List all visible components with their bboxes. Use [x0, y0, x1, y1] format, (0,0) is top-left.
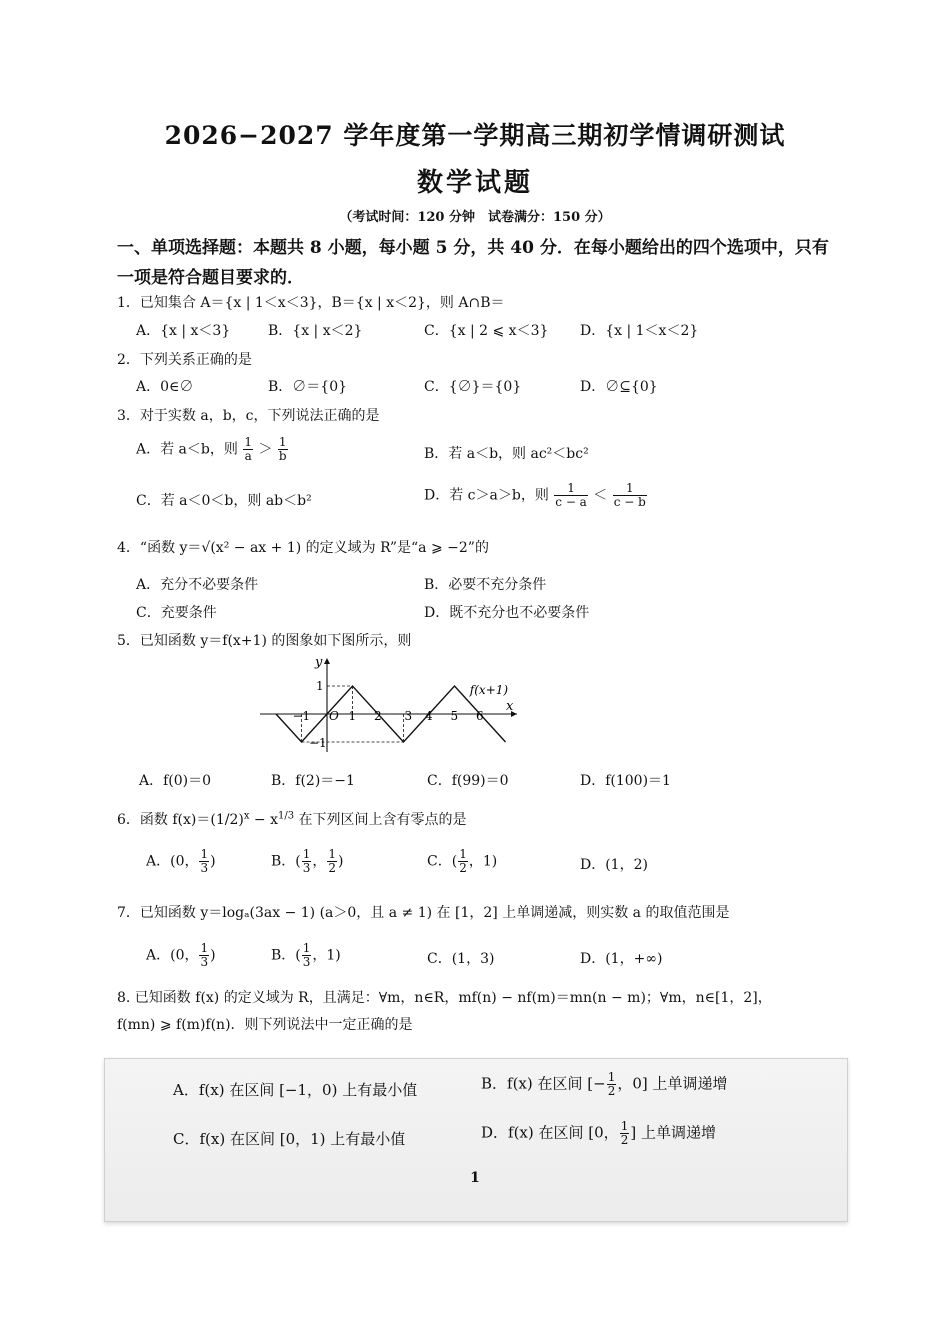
page-number: 1	[470, 1170, 480, 1186]
question-3-option-c: C．若 a＜0＜b，则 ab＜b²	[136, 493, 312, 509]
option-text: A．(0，	[146, 853, 199, 870]
question-8-option-d	[481, 1120, 716, 1147]
option-a-text: A．若 a＜b，则	[136, 441, 238, 458]
question-4-option-b: B．必要不充分条件	[424, 577, 547, 593]
question-5-stem: 5．已知函数 y＝f(x+1) 的图象如下图所示，则	[117, 633, 412, 649]
stem-text: 6．函数 f(x)＝(1/2)	[117, 812, 244, 828]
x-tick-5: 5	[450, 709, 459, 723]
option-text: B．f(x) 在区间 [−	[481, 1074, 606, 1093]
question-3-option-a	[136, 436, 289, 463]
denominator: c − a	[555, 495, 587, 510]
question-6-option-a	[146, 848, 216, 875]
x-tick-6: 6	[476, 709, 484, 723]
numerator: 1	[278, 435, 287, 449]
question-4-option-a: A．充分不必要条件	[136, 577, 259, 593]
numerator: 1	[554, 482, 588, 496]
x-tick-3: 3	[404, 709, 413, 723]
fraction	[243, 436, 253, 463]
denominator: c − b	[613, 495, 646, 510]
numerator: 1	[459, 847, 467, 861]
exponent: 1/3	[278, 810, 295, 822]
y-tick-1: 1	[316, 679, 324, 693]
option-text: ，1)	[312, 947, 341, 964]
question-1-option-c: C．{x | 2 ⩽ x＜3}	[424, 323, 549, 339]
question-2-option-d: D．∅⊆{0}	[580, 379, 658, 395]
x-tick-4: 4	[425, 709, 433, 723]
question-1-option-a: A．{x | x＜3}	[136, 323, 231, 339]
fraction	[620, 1120, 630, 1147]
stem-text: 在下列区间上含有零点的是	[294, 812, 467, 828]
fraction	[327, 848, 337, 875]
fraction	[458, 848, 468, 875]
x-tick-minus-1: −1	[292, 709, 311, 723]
option-d-text: D．若 c＞a＞b，则	[424, 487, 549, 504]
question-8-option-c: C．f(x) 在区间 [0，1) 上有最小值	[173, 1130, 406, 1148]
answer-options-box	[104, 1058, 848, 1222]
option-text: ，	[312, 853, 327, 870]
denominator: 2	[459, 861, 467, 876]
exam-info: （考试时间：120 分钟 试卷满分：150 分）	[339, 210, 611, 225]
y-axis-label: y	[315, 655, 323, 670]
fraction	[613, 482, 647, 509]
denominator: b	[278, 449, 287, 464]
fraction	[302, 848, 312, 875]
denominator: 3	[302, 955, 311, 970]
fraction	[554, 482, 588, 509]
function-graph	[255, 652, 525, 757]
option-text: D．f(x) 在区间 [0，	[481, 1123, 619, 1142]
fraction	[607, 1071, 617, 1098]
x-tick-2: 2	[374, 709, 382, 723]
option-text: )	[210, 947, 216, 964]
option-text: ，1)	[468, 853, 498, 870]
fraction	[199, 942, 209, 969]
relation: ＜	[593, 487, 608, 504]
fraction	[278, 436, 288, 463]
numerator: 1	[302, 941, 311, 955]
question-3-stem: 3．对于实数 a，b，c，下列说法正确的是	[117, 408, 380, 424]
numerator: 1	[607, 1070, 616, 1084]
question-1-option-d: D．{x | 1＜x＜2}	[580, 323, 699, 339]
numerator: 1	[200, 941, 209, 955]
question-5-option-b: B．f(2)＝−1	[271, 773, 355, 789]
fraction	[199, 848, 209, 875]
numerator: 1	[620, 1119, 629, 1133]
fraction	[302, 942, 312, 969]
origin-label: O	[329, 709, 339, 723]
denominator: 2	[620, 1133, 629, 1148]
option-text: B．(	[271, 947, 301, 964]
question-1-option-b: B．{x | x＜2}	[268, 323, 363, 339]
exponent: x	[243, 810, 250, 822]
section-heading-line1: 一、单项选择题：本题共 8 小题，每小题 5 分，共 40 分．在每小题给出的四个选项中，只有	[117, 238, 829, 258]
question-2-option-c: C．{∅}＝{0}	[424, 379, 522, 395]
option-text: B．(	[271, 853, 301, 870]
denominator: 3	[200, 861, 209, 876]
denominator: 3	[302, 861, 311, 876]
numerator: 1	[328, 847, 337, 861]
question-8-option-b	[481, 1071, 728, 1098]
exam-subtitle: 数学试题	[416, 168, 533, 198]
curve-label: f(x+1)	[469, 683, 509, 697]
question-3-option-d	[424, 482, 648, 509]
question-3-option-b: B．若 a＜b，则 ac²＜bc²	[424, 446, 589, 462]
question-2-option-a: A．0∈∅	[136, 379, 194, 395]
denominator: a	[244, 449, 252, 464]
question-7-option-c: C．(1，3)	[427, 951, 495, 967]
question-8-option-a: A．f(x) 在区间 [−1，0) 上有最小值	[173, 1081, 418, 1099]
question-5-option-a: A．f(0)＝0	[139, 773, 212, 789]
relation: ＞	[258, 441, 273, 458]
exam-title: 2026−2027 学年度第一学期高三期初学情调研测试	[164, 121, 786, 150]
option-text: ，0] 上单调递增	[617, 1074, 728, 1093]
option-text: A．(0，	[146, 947, 199, 964]
question-6-option-d: D．(1，2)	[580, 857, 648, 873]
x-axis-label: x	[506, 699, 514, 714]
question-2-stem: 2．下列关系正确的是	[117, 352, 252, 368]
numerator: 1	[302, 847, 311, 861]
y-tick-minus-1: −1	[309, 736, 327, 750]
denominator: 3	[200, 955, 209, 970]
question-7-option-d: D．(1，+∞)	[580, 951, 663, 967]
option-text: ] 上单调递增	[630, 1123, 716, 1142]
question-5-option-d: D．f(100)＝1	[580, 773, 671, 789]
question-5-option-c: C．f(99)＝0	[427, 773, 509, 789]
option-text: C．(	[427, 853, 458, 870]
denominator: 2	[328, 861, 337, 876]
option-text: )	[338, 853, 344, 870]
question-7-stem: 7．已知函数 y＝logₐ(3ax − 1) (a＞0，且 a ≠ 1) 在 [1，2] 上单调递减，则实数 a 的取值范围是	[117, 905, 730, 921]
question-7-option-a	[146, 942, 216, 969]
option-text: )	[210, 853, 216, 870]
numerator: 1	[613, 482, 647, 496]
question-4-option-d: D．既不充分也不必要条件	[424, 605, 590, 621]
question-2-option-b: B．∅＝{0}	[268, 379, 348, 395]
section-heading-line2: 一项是符合题目要求的．	[117, 268, 304, 288]
question-7-option-b	[271, 942, 341, 969]
denominator: 2	[607, 1084, 616, 1099]
stem-text: − x	[249, 812, 278, 828]
question-8-stem-line1: 8. 已知函数 f(x) 的定义域为 R，且满足：∀m，n∈R，mf(n) − nf(m)＝mn(n − m)；∀m，n∈[1，2]，	[117, 990, 772, 1006]
question-8-stem-line2: f(mn) ⩾ f(m)f(n)．则下列说法中一定正确的是	[117, 1017, 413, 1033]
numerator: 1	[200, 847, 209, 861]
question-1-stem: 1．已知集合 A＝{x | 1＜x＜3}，B＝{x | x＜2}，则 A∩B＝	[117, 295, 505, 311]
question-4-option-c: C．充要条件	[136, 605, 217, 621]
question-4-stem: 4．“函数 y＝√(x² − ax + 1) 的定义域为 R”是“a ⩾ −2”的	[117, 540, 489, 556]
question-6-stem	[117, 809, 467, 829]
question-6-option-c	[427, 848, 497, 875]
x-tick-1: 1	[348, 709, 357, 723]
numerator: 1	[244, 435, 252, 449]
question-6-option-b	[271, 848, 344, 875]
